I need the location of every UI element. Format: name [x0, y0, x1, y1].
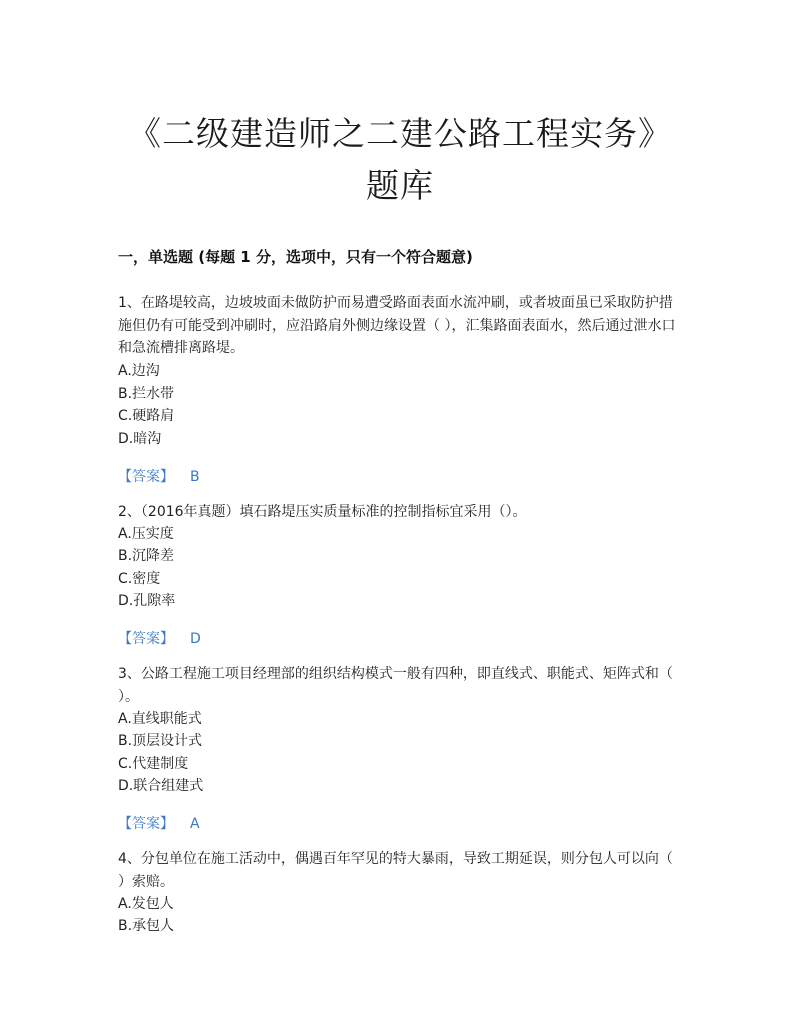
question-3-option-a: A.直线职能式: [118, 711, 202, 727]
question-1-option-c: C.硬路肩: [118, 408, 175, 424]
question-2-option-c: C.密度: [118, 571, 161, 587]
section-heading: 一，单选题 (每题 1 分，选项中，只有一个符合题意): [118, 248, 473, 266]
question-2-answer: [118, 628, 201, 648]
question-3-text: 3、公路工程施工项目经理部的组织结构模式一般有四种，即直线式、职能式、矩阵式和（ ）。: [118, 666, 673, 705]
answer-tag: 【答案】: [118, 816, 174, 832]
document-subtitle: 题库: [366, 166, 434, 205]
answer-value: B: [190, 469, 200, 485]
question-1-answer: [118, 466, 200, 486]
answer-value: D: [190, 631, 201, 647]
answer-tag: 【答案】: [118, 469, 174, 485]
question-1-option-b: B.拦水带: [118, 386, 175, 402]
question-3-option-c: C.代建制度: [118, 756, 189, 772]
question-3-option-b: B.顶层设计式: [118, 733, 203, 749]
question-3-answer: [118, 813, 200, 833]
question-3-option-d: D.联合组建式: [118, 778, 204, 794]
answer-value: A: [190, 816, 200, 832]
question-1-option-a: A.边沟: [118, 363, 160, 379]
question-4-option-a: A.发包人: [118, 896, 174, 912]
question-2-text: 2、（2016年真题）填石路堤压实质量标准的控制指标宜采用（）。: [118, 504, 527, 520]
question-1-option-d: D.暗沟: [118, 431, 162, 447]
answer-tag: 【答案】: [118, 631, 174, 647]
question-4-option-b: B.承包人: [118, 918, 175, 934]
question-2-option-b: B.沉降差: [118, 548, 175, 564]
question-1-text: 1、在路堤较高，边坡坡面未做防护而易遭受路面表面水流冲刷，或者坡面虽已采取防护措施但仍有可能受到冲刷时，应沿路肩外侧边缘设置（ ），汇集路面表面水，然后通过泄水口和急流槽排离路堤。: [118, 295, 676, 356]
document-title: 《二级建造师之二建公路工程实务》: [128, 114, 672, 153]
question-4-text: 4、分包单位在施工活动中，偶遇百年罕见的特大暴雨，导致工期延误，则分包人可以向（ ）索赔。: [118, 851, 673, 890]
question-2-option-a: A.压实度: [118, 526, 174, 542]
question-2-option-d: D.孔隙率: [118, 593, 176, 609]
